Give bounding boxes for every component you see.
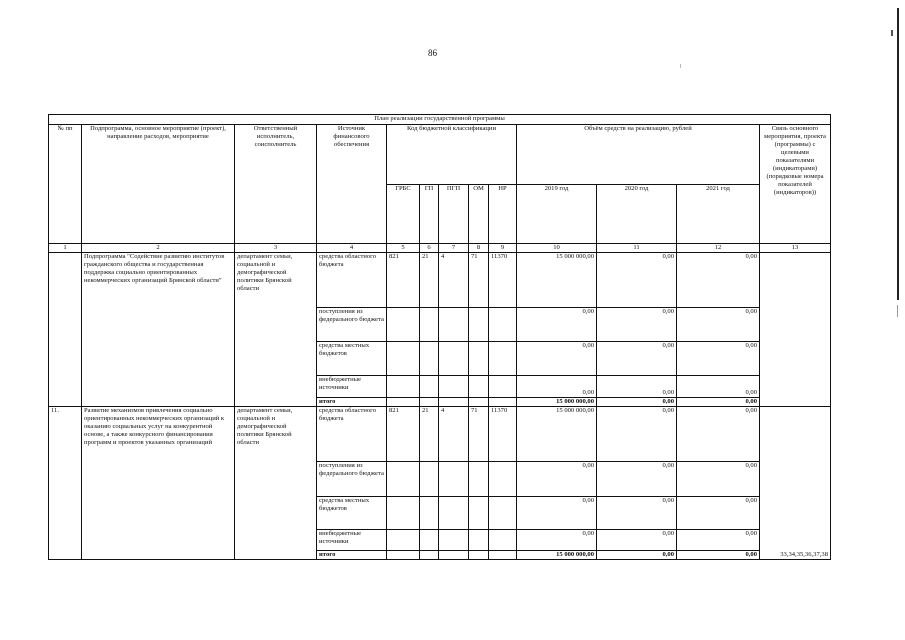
column-number: 3 bbox=[235, 244, 317, 253]
amount-2020: 0,00 bbox=[597, 342, 677, 376]
gp-cell bbox=[420, 376, 439, 398]
amount-2019: 15 000 000,00 bbox=[517, 407, 597, 462]
total-2020: 0,00 bbox=[597, 551, 677, 560]
total-2019: 15 000 000,00 bbox=[517, 398, 597, 407]
header-responsible: Ответственный исполнитель, соисполнитель bbox=[235, 125, 317, 244]
pgp-cell: 4 bbox=[439, 253, 469, 308]
amount-2021: 0,00 bbox=[677, 308, 760, 342]
header-gp: ГП bbox=[420, 184, 439, 244]
column-number: 8 bbox=[469, 244, 489, 253]
column-number: 11 bbox=[597, 244, 677, 253]
om-cell bbox=[469, 398, 489, 407]
total-2021: 0,00 bbox=[677, 398, 760, 407]
grbs-cell bbox=[387, 342, 420, 376]
pgp-cell bbox=[439, 497, 469, 530]
header-2019: 2019 год bbox=[517, 184, 597, 244]
gp-cell bbox=[420, 551, 439, 560]
column-number: 12 bbox=[677, 244, 760, 253]
grbs-cell: 821 bbox=[387, 253, 420, 308]
gp-cell: 21 bbox=[420, 407, 439, 462]
header-pgp: ПГП bbox=[439, 184, 469, 244]
header-num: № пп bbox=[49, 125, 82, 244]
grbs-cell: 821 bbox=[387, 407, 420, 462]
om-cell bbox=[469, 376, 489, 398]
column-number: 7 bbox=[439, 244, 469, 253]
grbs-cell bbox=[387, 551, 420, 560]
scan-edge-mark bbox=[897, 8, 899, 300]
header-2020: 2020 год bbox=[597, 184, 677, 244]
pgp-cell bbox=[439, 376, 469, 398]
source-cell: средства областного бюджета bbox=[317, 407, 387, 462]
om-cell: 71 bbox=[469, 407, 489, 462]
grbs-cell bbox=[387, 398, 420, 407]
source-cell: средства местных бюджетов bbox=[317, 342, 387, 376]
total-2021: 0,00 bbox=[677, 551, 760, 560]
table-row bbox=[49, 253, 831, 308]
source-cell: поступления из федерального бюджета bbox=[317, 462, 387, 497]
gp-cell: 21 bbox=[420, 253, 439, 308]
header-subprogram: Подпрограмма, основное мероприятие (проект), направление расходов, мероприятие bbox=[82, 125, 235, 244]
amount-2020: 0,00 bbox=[597, 497, 677, 530]
scan-artifact bbox=[680, 64, 681, 68]
section-link bbox=[760, 253, 831, 407]
om-cell bbox=[469, 497, 489, 530]
pgp-cell: 4 bbox=[439, 407, 469, 462]
nr-cell bbox=[489, 308, 517, 342]
om-cell bbox=[469, 462, 489, 497]
header-om: ОМ bbox=[469, 184, 489, 244]
om-cell: 71 bbox=[469, 253, 489, 308]
nr-cell bbox=[489, 530, 517, 551]
amount-2020: 0,00 bbox=[597, 530, 677, 551]
section-responsible: департамент семьи, социальной и демографической политики Брянской области bbox=[235, 253, 317, 407]
pgp-cell bbox=[439, 551, 469, 560]
pgp-cell bbox=[439, 308, 469, 342]
amount-2019: 15 000 000,00 bbox=[517, 253, 597, 308]
amount-2021: 0,00 bbox=[677, 407, 760, 462]
amount-2020: 0,00 bbox=[597, 376, 677, 398]
scan-artifact bbox=[891, 30, 893, 36]
header-link: Связь основного мероприятия, проекта (программы) с целевыми показателями (индикаторами) (порядковые номера показателей (индикаторов)) bbox=[760, 125, 831, 244]
amount-2021: 0,00 bbox=[677, 342, 760, 376]
nr-cell bbox=[489, 398, 517, 407]
gp-cell bbox=[420, 462, 439, 497]
grbs-cell bbox=[387, 308, 420, 342]
amount-2021: 0,00 bbox=[677, 497, 760, 530]
header-grbs: ГРБС bbox=[387, 184, 420, 244]
grbs-cell bbox=[387, 530, 420, 551]
section-responsible: департамент семьи, социальной и демографической политики Брянской области bbox=[235, 407, 317, 560]
source-cell: внебюджетные источники bbox=[317, 376, 387, 398]
section-num bbox=[49, 253, 82, 407]
column-number: 4 bbox=[317, 244, 387, 253]
amount-2021: 0,00 bbox=[677, 462, 760, 497]
nr-cell bbox=[489, 462, 517, 497]
amount-2019: 0,00 bbox=[517, 530, 597, 551]
om-cell bbox=[469, 530, 489, 551]
column-number: 10 bbox=[517, 244, 597, 253]
grbs-cell bbox=[387, 497, 420, 530]
nr-cell: 11370 bbox=[489, 253, 517, 308]
column-number: 5 bbox=[387, 244, 420, 253]
plan-table bbox=[48, 114, 831, 560]
om-cell bbox=[469, 308, 489, 342]
source-cell: средства местных бюджетов bbox=[317, 497, 387, 530]
header-2021: 2021 год bbox=[677, 184, 760, 244]
header-budget-code: Код бюджетной классификации bbox=[387, 125, 517, 185]
pgp-cell bbox=[439, 462, 469, 497]
source-cell: поступления из федерального бюджета bbox=[317, 308, 387, 342]
amount-2019: 0,00 bbox=[517, 497, 597, 530]
amount-2021: 0,00 bbox=[677, 376, 760, 398]
source-cell: итого bbox=[317, 398, 387, 407]
column-number: 9 bbox=[489, 244, 517, 253]
table-caption: План реализации государственной программы bbox=[49, 115, 831, 125]
amount-2019: 0,00 bbox=[517, 376, 597, 398]
amount-2019: 0,00 bbox=[517, 342, 597, 376]
gp-cell bbox=[420, 342, 439, 376]
header-source: Источник финансового обеспечения bbox=[317, 125, 387, 244]
pgp-cell bbox=[439, 398, 469, 407]
column-number: 1 bbox=[49, 244, 82, 253]
column-number: 2 bbox=[82, 244, 235, 253]
column-number: 13 bbox=[760, 244, 831, 253]
nr-cell bbox=[489, 376, 517, 398]
nr-cell bbox=[489, 497, 517, 530]
amount-2019: 0,00 bbox=[517, 462, 597, 497]
nr-cell: 11370 bbox=[489, 407, 517, 462]
total-2019: 15 000 000,00 bbox=[517, 551, 597, 560]
page-number: 86 bbox=[428, 48, 437, 58]
section-name: Развитие механизмов привлечения социально ориентированных некоммерческих организаций к оказанию социальных услуг на конкурентной основе, а также конкурсного финансирования программ и проектов указанных организаций bbox=[82, 407, 235, 560]
amount-2020: 0,00 bbox=[597, 253, 677, 308]
pgp-cell bbox=[439, 342, 469, 376]
section-num: 11. bbox=[49, 407, 82, 560]
total-2020: 0,00 bbox=[597, 398, 677, 407]
grbs-cell bbox=[387, 376, 420, 398]
pgp-cell bbox=[439, 530, 469, 551]
amount-2021: 0,00 bbox=[677, 253, 760, 308]
source-cell: итого bbox=[317, 551, 387, 560]
gp-cell bbox=[420, 497, 439, 530]
grbs-cell bbox=[387, 462, 420, 497]
om-cell bbox=[469, 342, 489, 376]
amount-2020: 0,00 bbox=[597, 407, 677, 462]
amount-2021: 0,00 bbox=[677, 530, 760, 551]
gp-cell bbox=[420, 308, 439, 342]
amount-2020: 0,00 bbox=[597, 462, 677, 497]
header-nr: НР bbox=[489, 184, 517, 244]
amount-2020: 0,00 bbox=[597, 308, 677, 342]
om-cell bbox=[469, 551, 489, 560]
amount-2019: 0,00 bbox=[517, 308, 597, 342]
source-cell: внебюджетные источники bbox=[317, 530, 387, 551]
gp-cell bbox=[420, 398, 439, 407]
nr-cell bbox=[489, 551, 517, 560]
column-numbers-row bbox=[49, 244, 831, 253]
source-cell: средства областного бюджета bbox=[317, 253, 387, 308]
gp-cell bbox=[420, 530, 439, 551]
column-number: 6 bbox=[420, 244, 439, 253]
nr-cell bbox=[489, 342, 517, 376]
section-name: Подпрограмма "Содействие развитию институтов гражданского общества и государственная поддержка социально ориентированных некоммерческих организаций Брянской области" bbox=[82, 253, 235, 407]
section-link: 33,34,35,36,37,38 bbox=[760, 407, 831, 560]
header-volume: Объём средств на реализацию, рублей bbox=[517, 125, 760, 185]
table-row bbox=[49, 407, 831, 462]
scan-artifact bbox=[897, 305, 898, 317]
